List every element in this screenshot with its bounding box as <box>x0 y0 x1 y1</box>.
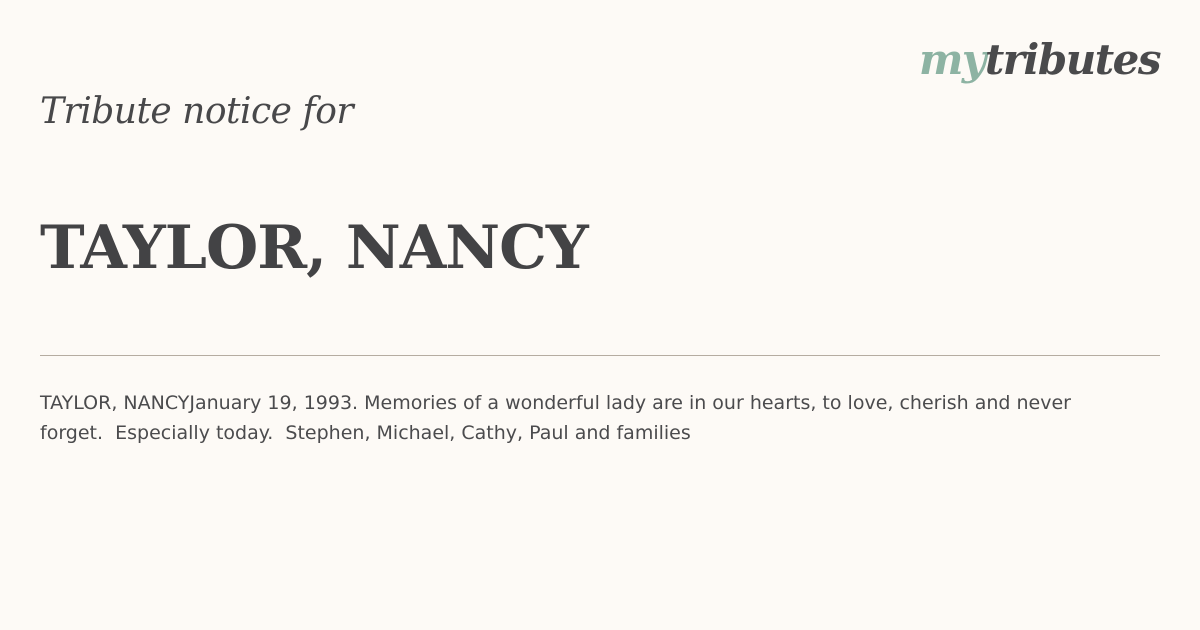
section-divider <box>40 355 1160 356</box>
tribute-notice-subtitle: Tribute notice for <box>40 91 354 132</box>
deceased-name-heading: TAYLOR, NANCY <box>40 213 588 283</box>
mytributes-logo <box>919 34 1160 86</box>
tribute-notice-text: TAYLOR, NANCYJanuary 19, 1993. Memories of a wonderful lady are in our hearts, to love, cherish and never forget. Especially today. Stephen, Michael, Cathy, Paul and families <box>40 392 1078 444</box>
logo-prefix: my <box>918 35 985 84</box>
logo-suffix: tributes <box>984 35 1160 84</box>
